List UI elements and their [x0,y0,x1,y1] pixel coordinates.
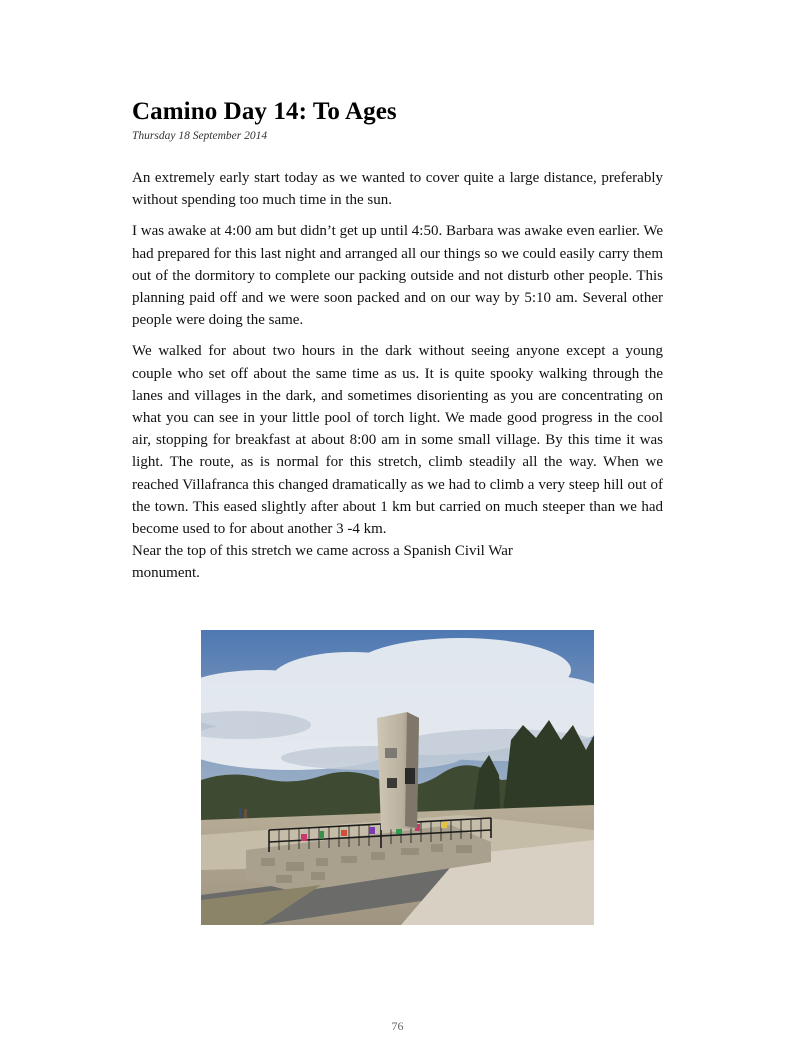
monument-photo-illustration [201,630,594,925]
article-date: Thursday 18 September 2014 [132,130,268,142]
monument-photo [201,630,594,925]
article-body [132,167,663,585]
page-number: 76 [391,1019,404,1033]
article-title: Camino Day 14: To Ages [132,98,397,125]
paragraph-2: I was awake at 4:00 am but didn’t get up until 4:50. Barbara was awake even earlier. We had prepared for this last night and arranged all our things so we could easily carry them out of the dormitory to complete our packing outside and not disturb other people. This planning paid off and we were soon packed and on our way by 5:10 am. Several other people were doing the same. [132,223,663,329]
paragraph-3: We walked for about two hours in the dark without seeing anyone except a young couple who set off about the same time as us. It is quite spooky walking through the lanes and villages in the dark, and sometimes disorienting as you are concentrating on what you can see in your little pool of torch light. We made good progress in the cool air, stopping for breakfast at about 8:00 am in some small village. By this time it was light. The route, as is normal for this stretch, climb steadily all the way. When we reached Villafranca this changed dramatically as we had to climb a very steep hill out of the town. This eased slightly after about 1 km but carried on much steeper than we had become used to for about another 3 -4 km. [132,343,663,538]
paragraph-4: Near the top of this stretch we came across a Spanish Civil War monument. [132,543,513,582]
paragraph-1: An extremely early start today as we wanted to cover quite a large distance, preferably without spending too much time in the sun. [132,170,663,209]
